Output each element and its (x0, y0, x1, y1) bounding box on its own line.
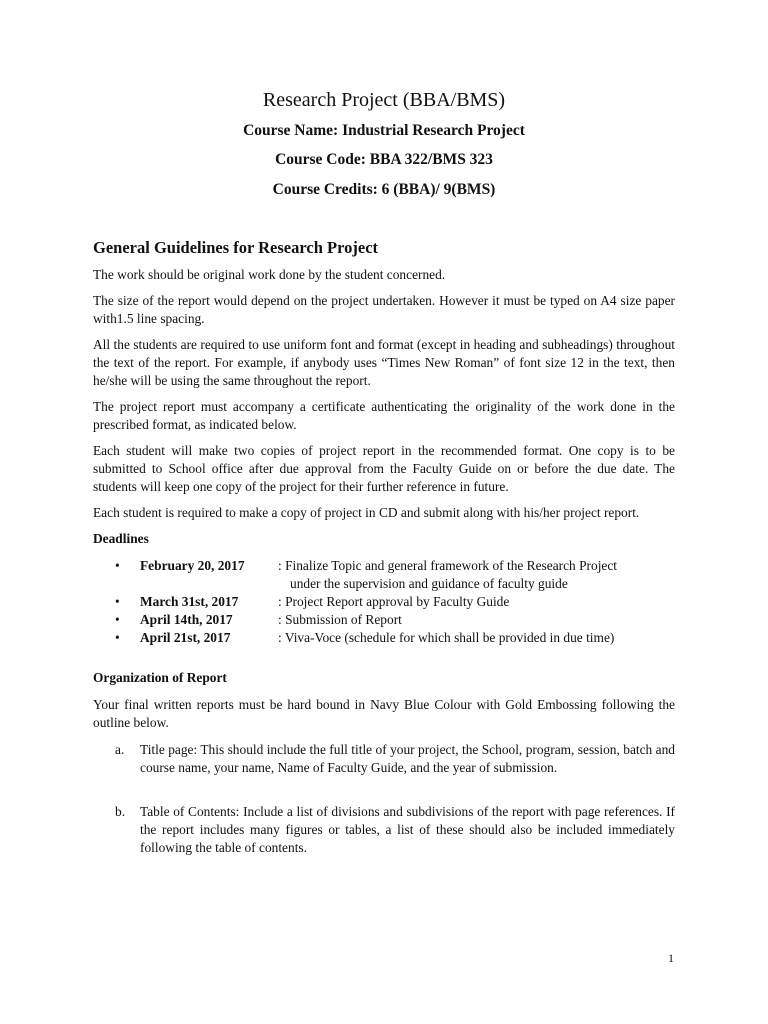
course-credits: Course Credits: 6 (BBA)/ 9(BMS) (272, 181, 496, 198)
organization-item (93, 741, 675, 777)
list-marker: b. (115, 804, 126, 819)
deadlines-list (93, 557, 675, 647)
deadline-item (93, 557, 675, 593)
deadline-item (93, 611, 675, 629)
deadline-date: February 20, 2017 (140, 558, 245, 573)
paragraph: The project report must accompany a certificate authenticating the originality of the work done in the prescribed format, as indicated below. (93, 399, 675, 432)
organization-item-text: Table of Contents: Include a list of divisions and subdivisions of the report with page references. If the report includes many figures or tables, a list of these should also be included immediately following the table of contents. (140, 804, 675, 855)
page-title: Research Project (BBA/BMS) (262, 89, 506, 111)
deadlines-heading: Deadlines (93, 531, 149, 546)
bullet-icon: • (115, 612, 120, 627)
organization-heading: Organization of Report (93, 670, 227, 685)
paragraph: The size of the report would depend on the project undertaken. However it must be typed on A4 size paper with1.5 line spacing. (93, 293, 675, 326)
deadline-date: March 31st, 2017 (140, 594, 239, 609)
paragraph: Each student is required to make a copy of project in CD and submit along with his/her project report. (93, 505, 640, 520)
paragraph: All the students are required to use uniform font and format (except in heading and subheadings) throughout the text of the report. For example, if anybody uses “Times New Roman” of font size 12 in the text, then he/she will be using the same throughout the report. (93, 337, 675, 388)
deadline-item (93, 593, 675, 611)
paragraph: The work should be original work done by the student concerned. (93, 267, 446, 282)
deadline-desc-line: under the supervision and guidance of faculty guide (290, 576, 568, 591)
deadline-desc-line: : Finalize Topic and general framework of the Research Project (278, 558, 618, 573)
organization-list (93, 741, 675, 857)
guidelines-heading: General Guidelines for Research Project (93, 238, 379, 257)
bullet-icon: • (115, 558, 120, 573)
organization-intro: Your final written reports must be hard bound in Navy Blue Colour with Gold Embossing following the outline below. (93, 697, 675, 730)
paragraph: Each student will make two copies of project report in the recommended format. One copy is to be submitted to School office after due approval from the Faculty Guide on or before the due date. The students will keep one copy of the project for their further reference in future. (93, 443, 675, 494)
page-number: 1 (668, 951, 674, 965)
deadline-item (93, 629, 675, 647)
bullet-icon: • (115, 594, 120, 609)
organization-item (93, 803, 675, 857)
deadline-desc: : Project Report approval by Faculty Guide (278, 594, 510, 609)
course-name: Course Name: Industrial Research Project (243, 122, 525, 139)
deadline-desc: : Viva-Voce (schedule for which shall be provided in due time) (278, 630, 615, 645)
deadline-desc: : Submission of Report (278, 612, 402, 627)
deadline-desc (278, 557, 675, 593)
organization-item-text: Title page: This should include the full title of your project, the School, program, session, batch and course name, your name, Name of Faculty Guide, and the year of submission. (140, 742, 675, 775)
document-body (93, 266, 675, 857)
bullet-icon: • (115, 630, 120, 645)
deadline-date: April 14th, 2017 (140, 612, 233, 627)
course-code: Course Code: BBA 322/BMS 323 (275, 151, 493, 168)
deadline-date: April 21st, 2017 (140, 630, 231, 645)
list-marker: a. (115, 742, 125, 757)
